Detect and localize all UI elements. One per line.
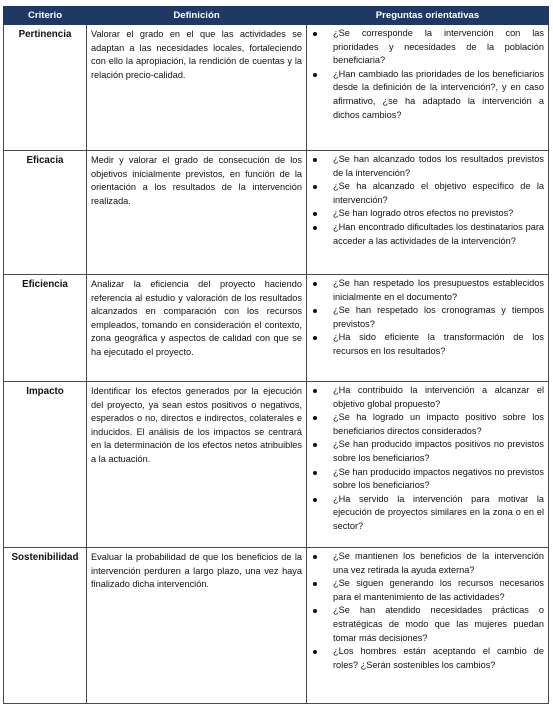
question-item: ¿Se ha logrado un impacto positivo sobre los beneficiarios directos considerados? xyxy=(311,411,544,438)
preguntas-cell xyxy=(307,382,549,548)
table-row xyxy=(4,151,549,275)
question-list xyxy=(311,153,544,248)
question-item: ¿Ha servido la intervención para motivar la ejecución de proyectos similares en la zona o en el sector? xyxy=(311,493,544,534)
criterio-cell: Eficacia xyxy=(4,151,87,275)
definicion-cell: Analizar la eficiencia del proyecto haciendo referencia al estudio y valoración de los resultados alcanzados en comparación con los recursos empleados, tomando en consideración el contexto, zona geográfica y aspectos de calidad con que se ha ejecutado el proyecto. xyxy=(87,275,307,382)
criterio-cell: Pertinencia xyxy=(4,25,87,151)
table-row xyxy=(4,382,549,548)
question-item: ¿Se han respetado los presupuestos establecidos inicialmente en el documento? xyxy=(311,277,544,304)
definicion-cell: Valorar el grado en el que las actividades se adaptan a las necesidades locales, fortaleciendo con ello la apropiación, la rendición de cuentas y la relación precio-calidad. xyxy=(87,25,307,151)
question-item: ¿Se han atendido necesidades prácticas o estratégicas de modo que las mujeres puedan tomar más decisiones? xyxy=(311,604,544,645)
table-row xyxy=(4,275,549,382)
criterio-cell: Sostenibilidad xyxy=(4,548,87,704)
criterio-cell: Impacto xyxy=(4,382,87,548)
question-item: ¿Ha sido eficiente la transformación de los recursos en los resultados? xyxy=(311,331,544,358)
question-item: ¿Se mantienen los beneficios de la intervención una vez retirada la ayuda externa? xyxy=(311,550,544,577)
header-preguntas: Preguntas orientativas xyxy=(307,7,549,25)
question-item: ¿Han cambiado las prioridades de los beneficiarios desde la definición de la intervención?, y en caso afirmativo, ¿se ha adaptado la intervención a dichos cambios? xyxy=(311,68,544,122)
preguntas-cell xyxy=(307,151,549,275)
question-item: ¿Se siguen generando los recursos necesarios para el mantenimiento de las actividades? xyxy=(311,577,544,604)
question-item: ¿Ha contribuido la intervención a alcanzar el objetivo global propuesto? xyxy=(311,384,544,411)
preguntas-cell xyxy=(307,25,549,151)
definicion-cell: Identificar los efectos generados por la ejecución del proyecto, ya sean estos positivos o negativos, esperados o no, directos e indirectos, colaterales e inducidos. El análisis de los impactos se centrará en la determinación de los efectos netos atribuibles a la actuación. xyxy=(87,382,307,548)
question-item: ¿Han encontrado dificultades los destinatarios para acceder a las actividades de la intervención? xyxy=(311,221,544,248)
table-header-row xyxy=(4,7,549,25)
question-item: ¿Se han respetado los cronogramas y tiempos previstos? xyxy=(311,304,544,331)
definicion-cell: Medir y valorar el grado de consecución de los objetivos inicialmente previstos, en función de la orientación a los resultados de la intervención realizada. xyxy=(87,151,307,275)
criterio-cell: Eficiencia xyxy=(4,275,87,382)
question-item: ¿Los hombres están aceptando el cambio de roles? ¿Serán sostenibles los cambios? xyxy=(311,645,544,672)
question-list xyxy=(311,384,544,534)
header-criterio: Criterio xyxy=(4,7,87,25)
preguntas-cell xyxy=(307,548,549,704)
evaluation-criteria-table xyxy=(3,6,549,704)
table-row xyxy=(4,548,549,704)
question-item: ¿Se han logrado otros efectos no previstos? xyxy=(311,207,544,221)
question-item: ¿Se ha alcanzado el objetivo específico de la intervención? xyxy=(311,180,544,207)
question-list xyxy=(311,277,544,359)
question-list xyxy=(311,550,544,672)
table-row xyxy=(4,25,549,151)
question-list xyxy=(311,27,544,122)
definicion-cell: Evaluar la probabilidad de que los beneficios de la intervención perduren a largo plazo, una vez haya finalizado dicha intervención. xyxy=(87,548,307,704)
question-item: ¿Se han producido impactos negativos no previstos sobre los beneficiarios? xyxy=(311,466,544,493)
header-definicion: Definición xyxy=(87,7,307,25)
question-item: ¿Se corresponde la intervención con las prioridades y necesidades de la población beneficiaria? xyxy=(311,27,544,68)
preguntas-cell xyxy=(307,275,549,382)
question-item: ¿Se han producido impactos positivos no previstos sobre los beneficiarios? xyxy=(311,438,544,465)
question-item: ¿Se han alcanzado todos los resultados previstos de la intervención? xyxy=(311,153,544,180)
